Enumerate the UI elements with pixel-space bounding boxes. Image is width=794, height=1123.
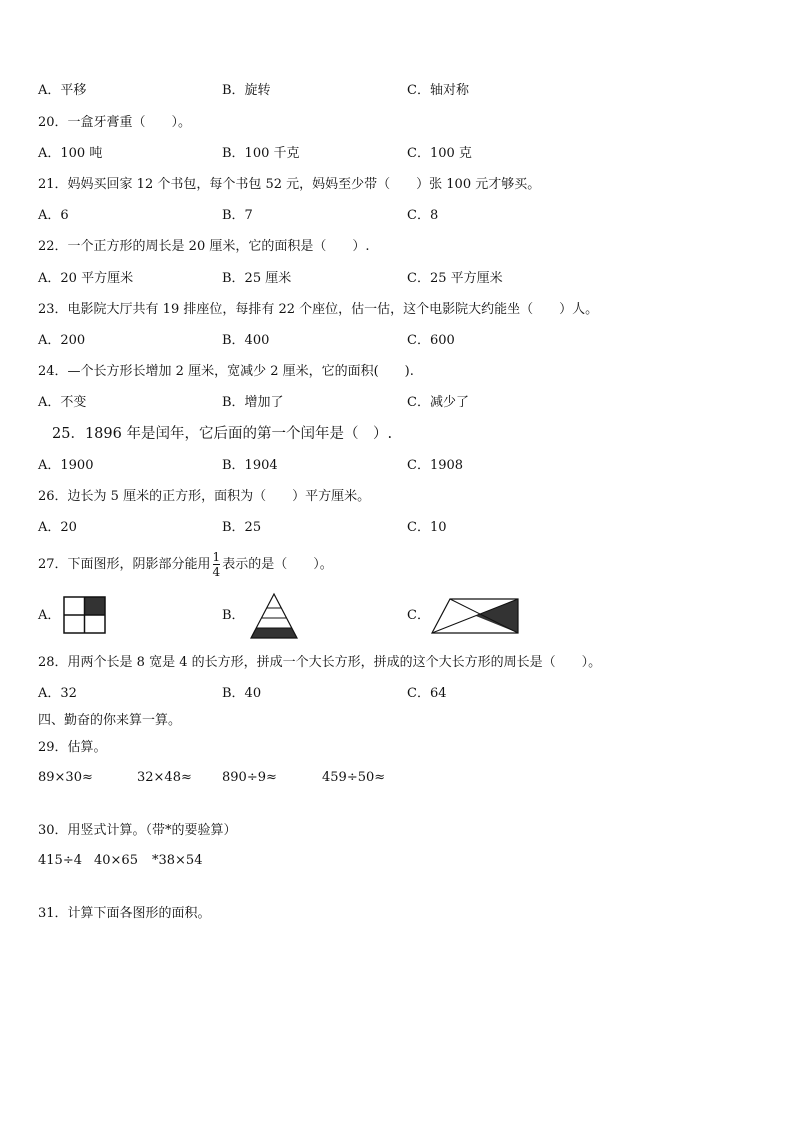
- q22-option-b: B．25 厘米: [222, 271, 292, 286]
- q24-question: 24．—个长方形长增加 2 厘米，宽减少 2 厘米，它的面积( ).: [38, 364, 414, 379]
- q28-option-a: A．32: [38, 686, 77, 701]
- q27-fraction-numerator: 1: [212, 550, 221, 564]
- q21-option-b: B．7: [222, 208, 253, 223]
- q27-text-before: 27．下面图形，阴影部分能用: [38, 557, 211, 572]
- q23-option-c: C．600: [407, 333, 455, 348]
- q25-option-c: C．1908: [407, 458, 464, 473]
- q27-figure-c-parallelogram: [430, 597, 520, 635]
- q25-option-a: A．1900: [38, 458, 94, 473]
- q24-option-c: C．减少了: [407, 395, 469, 410]
- q27-question: [38, 550, 333, 580]
- section-4-title: 四、勤奋的你来算一算。: [38, 713, 182, 728]
- q21-question: 21．妈妈买回家 12 个书包，每个书包 52 元，妈妈至少带（ ）张 100 元才够买。: [38, 177, 541, 192]
- q27-fraction: [213, 551, 221, 578]
- q31-question: 31．计算下面各图形的面积。: [38, 906, 211, 921]
- q29-item: 32×48≈: [137, 770, 192, 785]
- q22-option-c: C．25 平方厘米: [407, 271, 503, 286]
- q27-text-after: 表示的是（ ）。: [222, 557, 333, 572]
- q27-figure-b-shaded-band: [251, 628, 297, 638]
- q28-option-c: C．64: [407, 686, 447, 701]
- q21-option-a: A．6: [38, 208, 69, 223]
- q27-figure-a-grid: [63, 596, 106, 634]
- q19-option-c: C．轴对称: [407, 83, 469, 98]
- q27-option-a: A．: [38, 608, 61, 623]
- q28-question: 28．用两个长是 8 宽是 4 的长方形，拼成一个大长方形，拼成的这个大长方形的周长是（ ）。: [38, 655, 602, 670]
- q20-question: 20．一盒牙膏重（ ）。: [38, 115, 192, 130]
- q23-option-b: B．400: [222, 333, 270, 348]
- q20-option-b: B．100 千克: [222, 146, 300, 161]
- q22-option-a: A．20 平方厘米: [38, 271, 134, 286]
- q29-item: 890÷9≈: [222, 770, 277, 785]
- q25-question: 25．1896 年是闰年，它后面的第一个闰年是（ ）.: [52, 426, 393, 442]
- q27-option-b: B．: [222, 608, 245, 623]
- q19-option-b: B．旋转: [222, 83, 271, 98]
- q27-figure-c-shaded-triangle: [476, 599, 518, 633]
- q26-option-c: C．10: [407, 520, 447, 535]
- q20-option-c: C．100 克: [407, 146, 472, 161]
- q27-figure-a-shaded-cell: [85, 597, 106, 615]
- q29-item: 89×30≈: [38, 770, 93, 785]
- q29-question: 29．估算。: [38, 740, 107, 755]
- q28-option-b: B．40: [222, 686, 262, 701]
- q29-item: 459÷50≈: [322, 770, 386, 785]
- q26-option-a: A．20: [38, 520, 77, 535]
- q26-option-b: B．25: [222, 520, 262, 535]
- q30-item: *38×54: [152, 853, 203, 868]
- q27-figure-b-triangle: [248, 592, 300, 640]
- q24-option-a: A．不变: [38, 395, 87, 410]
- q20-option-a: A．100 吨: [38, 146, 103, 161]
- q30-item: 415÷4: [38, 853, 82, 868]
- q30-item: 40×65: [94, 853, 138, 868]
- q23-question: 23．电影院大厅共有 19 排座位，每排有 22 个座位，估一估，这个电影院大约能坐（ ）人。: [38, 302, 599, 317]
- q22-question: 22．一个正方形的周长是 20 厘米，它的面积是（ ）.: [38, 239, 370, 254]
- q27-option-c: C．: [407, 608, 430, 623]
- q27-fraction-denominator: 4: [212, 565, 221, 579]
- q23-option-a: A．200: [38, 333, 86, 348]
- q25-option-b: B．1904: [222, 458, 278, 473]
- q26-question: 26．边长为 5 厘米的正方形，面积为（ ）平方厘米。: [38, 489, 371, 504]
- q19-option-a: A．平移: [38, 83, 87, 98]
- q24-option-b: B．增加了: [222, 395, 284, 410]
- q21-option-c: C．8: [407, 208, 439, 223]
- q30-question: 30．用竖式计算。（带*的要验算）: [38, 823, 237, 838]
